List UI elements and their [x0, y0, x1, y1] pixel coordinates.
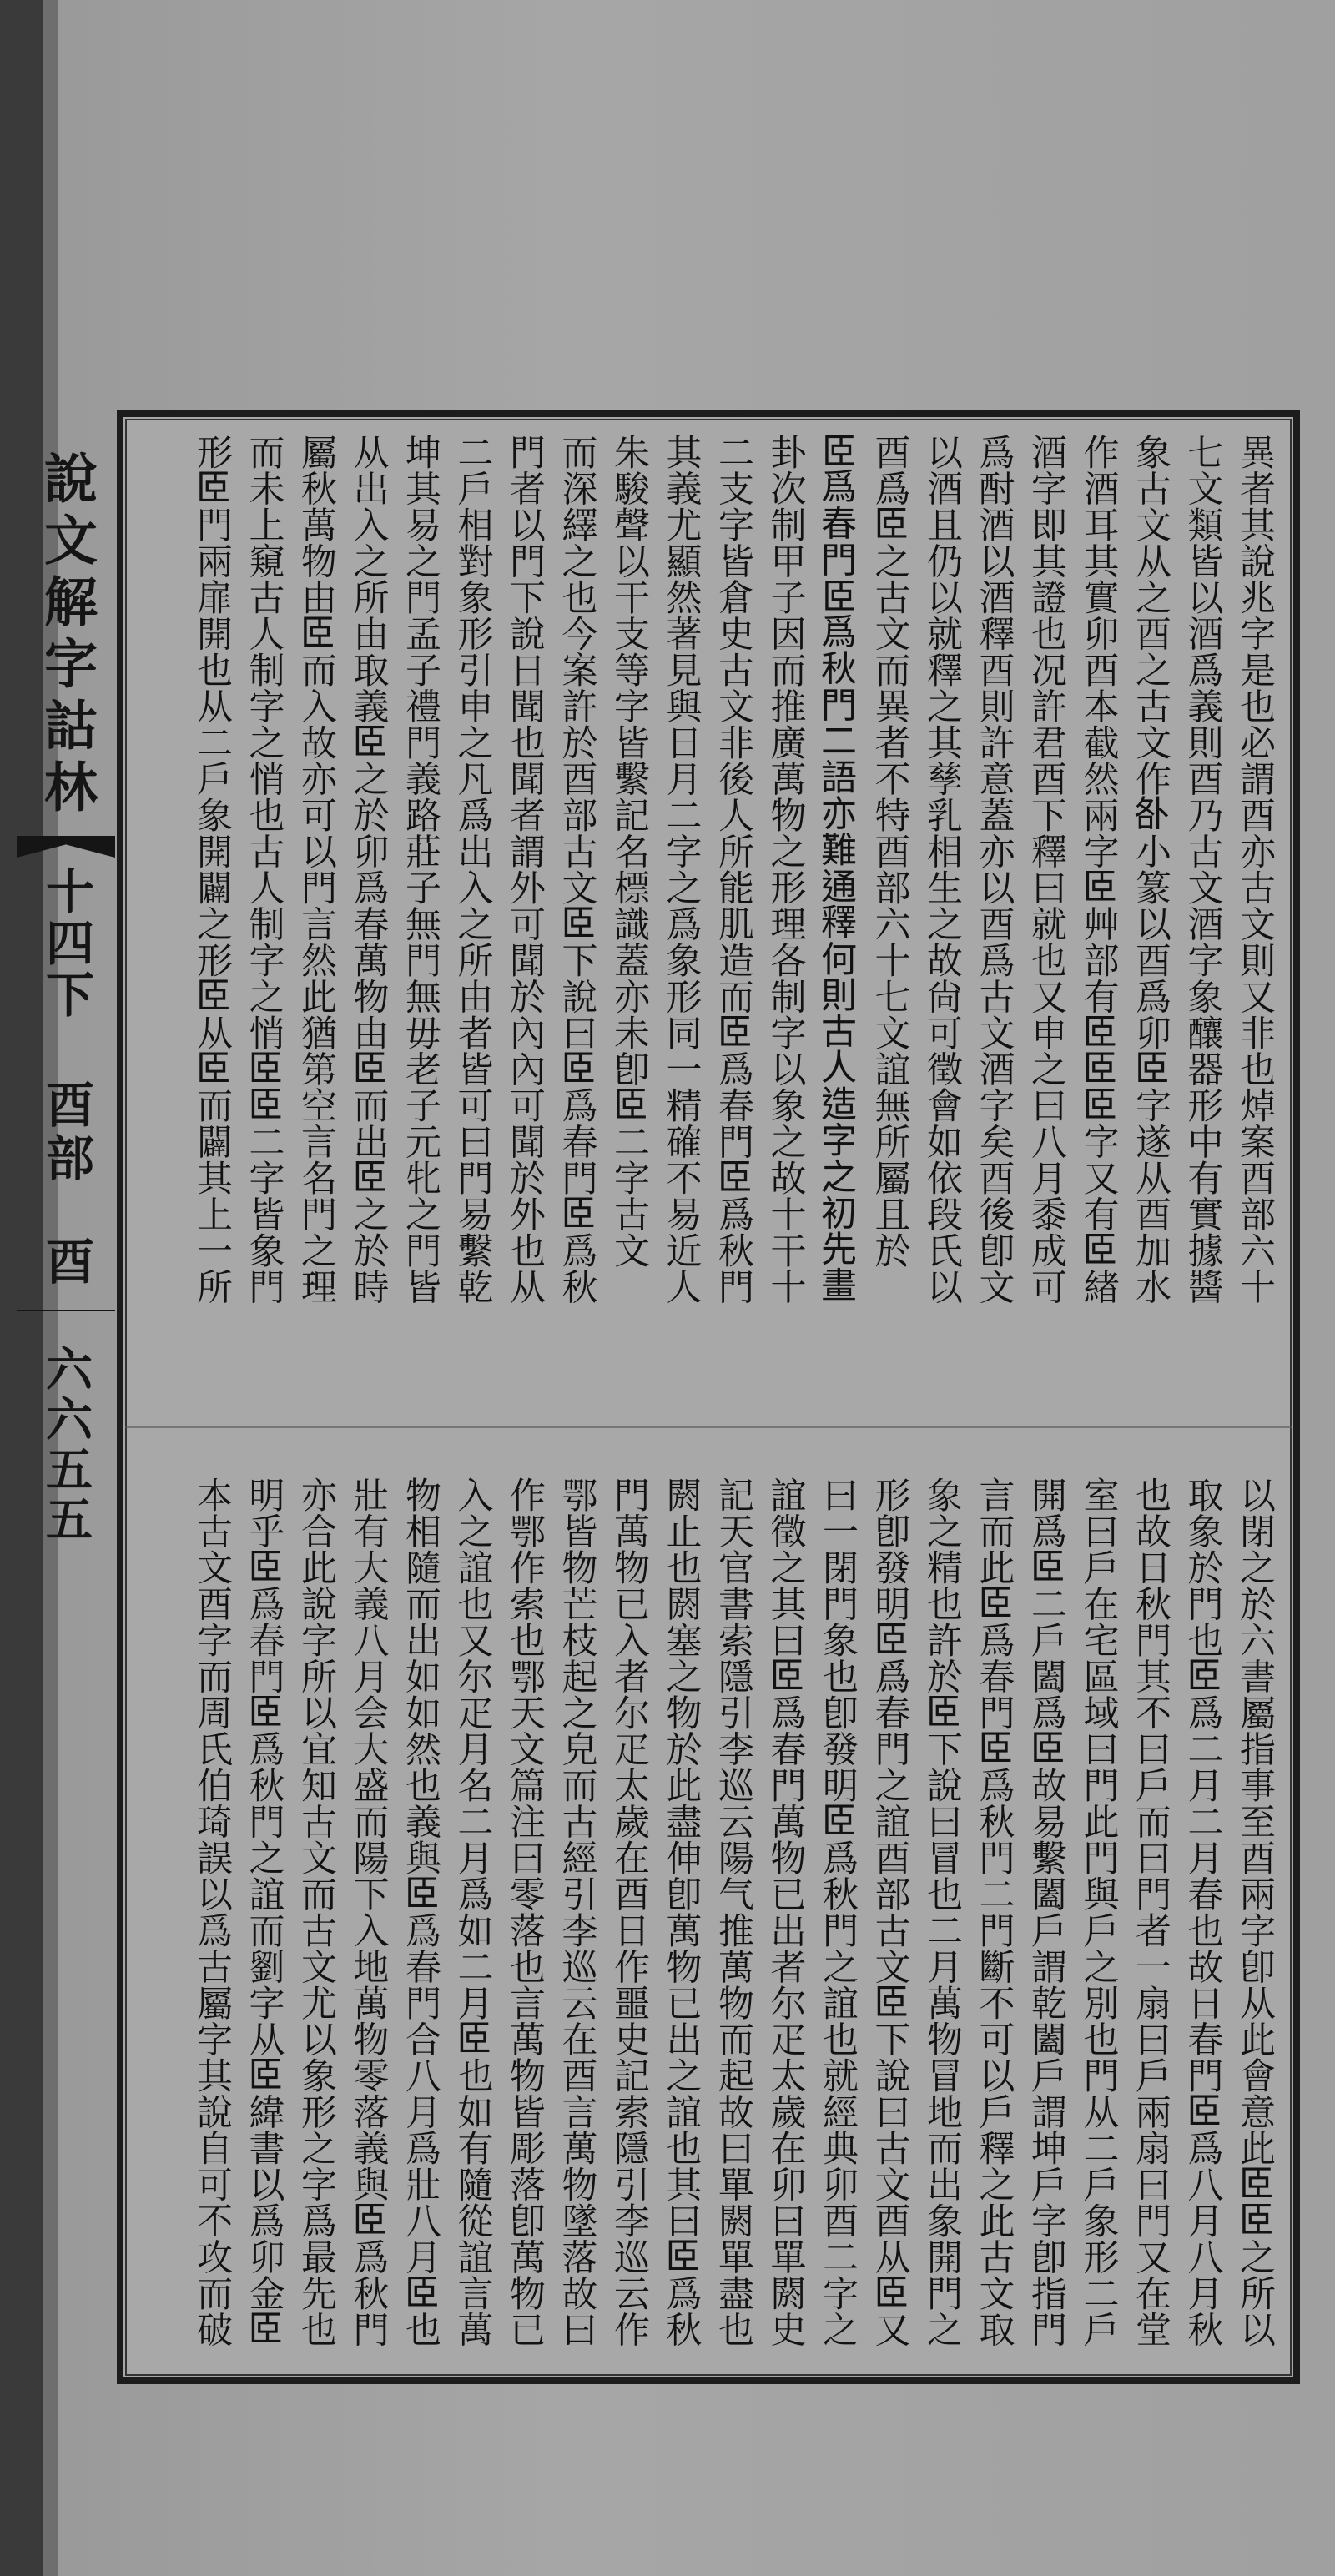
text-column: 室曰戶在宅區域曰門此門與戶之別也門从二戶象形二戶 [1077, 1477, 1120, 2347]
text-column: 作鄂作索也鄂天文篇注曰零落也言萬物皆彫落卽萬物已 [504, 1477, 546, 2347]
text-column: 其義尤顯然著見與日月二字之爲象形同一精確不易近人 [660, 434, 703, 1305]
block-separator [125, 1426, 1292, 1428]
text-column: 卦次制甲子因而推廣萬物之形理各制字以象之故十干十 [764, 434, 807, 1305]
text-column: 二戶相對象形引申之凡爲出入之所由者皆可曰門易繫乾 [451, 434, 494, 1305]
text-column: 明乎𦣞爲春門𦣞爲秋門之誼而劉字从𦣞緯書以爲卯金𦣞 [243, 1477, 285, 2347]
text-column: 曰一閉門象也卽發明𦣞爲秋門之誼也就經典卯酉二字之 [817, 1477, 859, 2347]
text-column: 七文類皆以酒爲義則酉乃古文酒字象釀器形中有實據醬 [1181, 434, 1224, 1305]
text-column: 二支字皆倉史古文非後人所能肌造而𦣞爲春門𦣞爲秋門 [713, 434, 754, 1305]
volume-label: 十四下 [38, 866, 94, 1021]
text-column: 坤其易之門孟子禮門義路莊子無門無毋老子元牝之門皆 [400, 434, 441, 1305]
text-column: 作酒耳其實卯酉本截然兩字𦣞艸部有𦣞𦣞𦣞字又有𦣞緖 [1077, 434, 1120, 1305]
lower-text-block [134, 1477, 1281, 2369]
text-column: 爲酎酒以酒釋酉則許意蓋亦以酉爲古文酒字矣酉後卽文 [973, 434, 1015, 1305]
upper-text-block [134, 434, 1281, 1418]
text-column: 朱駿聲以干支等字皆繫記名標識蓋亦未卽𦣞二字古文 [608, 434, 650, 1269]
text-column: 言而此𦣞爲春門𦣞爲秋門二門斷不可以戶釋之此古文取 [973, 1477, 1015, 2347]
text-column: 誼徵之其曰𦣞爲春門萬物已出者尔疋太歲在卯曰單閼史 [764, 1477, 807, 2347]
text-column: 酒字即其證也况許君酉下釋曰就也又申之曰八月黍成可 [1025, 434, 1067, 1305]
text-column: 也故日秋門其不曰戶而曰門者一扇曰戶兩扇曰門又在堂 [1130, 1477, 1171, 2347]
page-margin-column [17, 434, 115, 2377]
page-number: 六六五五 [38, 1345, 93, 1545]
book-title: 說文解字詁林 [35, 450, 98, 821]
text-column: 以酒且仍以就釋之其孳乳相生之故尙可徵會如依段氏以 [921, 434, 963, 1305]
text-column: 門者以門下說日聞也聞者謂外可聞於內內可聞於外也从 [504, 434, 546, 1305]
text-column: 形卽發明𦣞爲春門之誼酉部古文𦣞下說曰古文酉从𦣞又 [869, 1477, 911, 2347]
text-column: 而深繹之也今案許於酉部古文𦣞下說曰𦣞爲春門𦣞爲秋 [556, 434, 598, 1305]
text-column: 門萬物已入者尔疋太歲在酉日作噩史記索隱引李巡云作 [608, 1477, 650, 2347]
text-column: 取象於門也𦣞爲二月二月春也故日春門𦣞爲八月八月秋 [1181, 1477, 1224, 2347]
text-column: 𦣞爲春門𦣞爲秋門二語亦難通釋何則古人造字之初先畫 [817, 434, 859, 1305]
text-column: 亦合此說字所以宜知古文而古文尤以象形之字爲最先也 [295, 1477, 337, 2347]
text-column: 鄂皆物芒枝起之皃而古經引李巡云在酉言萬物墜落故曰 [556, 1477, 598, 2347]
text-column: 本古文酉字而周氏伯琦誤以爲古屬字其說自可不攻而破 [191, 1477, 233, 2347]
text-column: 壯有大義八月会大盛而陽下入地萬物零落義與𦣞爲秋門 [347, 1477, 390, 2347]
text-column: 閼止也閼塞之物於此盡伸卽萬物已出之誼也其曰𦣞爲秋 [660, 1477, 703, 2347]
text-column: 物相隨而出如如然也義與𦣞爲春門合八月爲壯八月𦣞也 [400, 1477, 441, 2347]
text-column: 入之誼也又尔疋月名二月爲如二月𦣞也如有隨從誼言萬 [451, 1477, 494, 2347]
text-column: 酉爲𦣞之古文而異者不特酉部六十七文誼無所屬且於 [869, 434, 911, 1269]
text-column: 象之精也許於𦣞下說曰冒也二月萬物冒地而出象開門之 [921, 1477, 963, 2347]
text-column: 形𦣞門兩扉開也从二戶象開闢之形𦣞从𦣞而闢其上一所 [191, 434, 233, 1305]
text-column: 異者其說兆字是也必謂酉亦古文則又非也焯案酉部六十 [1234, 434, 1276, 1305]
text-column: 而未上窺古人制字之悄也古人制字之悄𦣞𦣞二字皆象門 [243, 434, 285, 1305]
text-column: 从出入之所由取義𦣞之於卯爲春萬物由𦣞而出𦣞之於時 [347, 434, 390, 1305]
text-column: 屬秋萬物由𦣞而入故亦可以門言然此猶第空言名門之理 [295, 434, 337, 1305]
text-column: 象古文从之酉之古文作𠧨小篆以酉爲卯𦣞字遂从酉加水 [1130, 434, 1171, 1305]
section-label: 酉部 [38, 1079, 94, 1186]
text-column: 以閉之於六書屬指事至酉兩字卽从此會意此𦣞𦣞之所以 [1234, 1477, 1276, 2347]
text-column: 開爲𦣞二戶闔爲𦣞故易繫闔戶謂乾闔戶謂坤戶字卽指門 [1025, 1477, 1067, 2347]
fishtail-divider [17, 836, 115, 858]
margin-divider [17, 1310, 115, 1311]
entry-character: 酉 [38, 1236, 94, 1285]
text-column: 記天官書索隱引李巡云陽气推萬物而起故曰單閼單盡也 [713, 1477, 754, 2347]
